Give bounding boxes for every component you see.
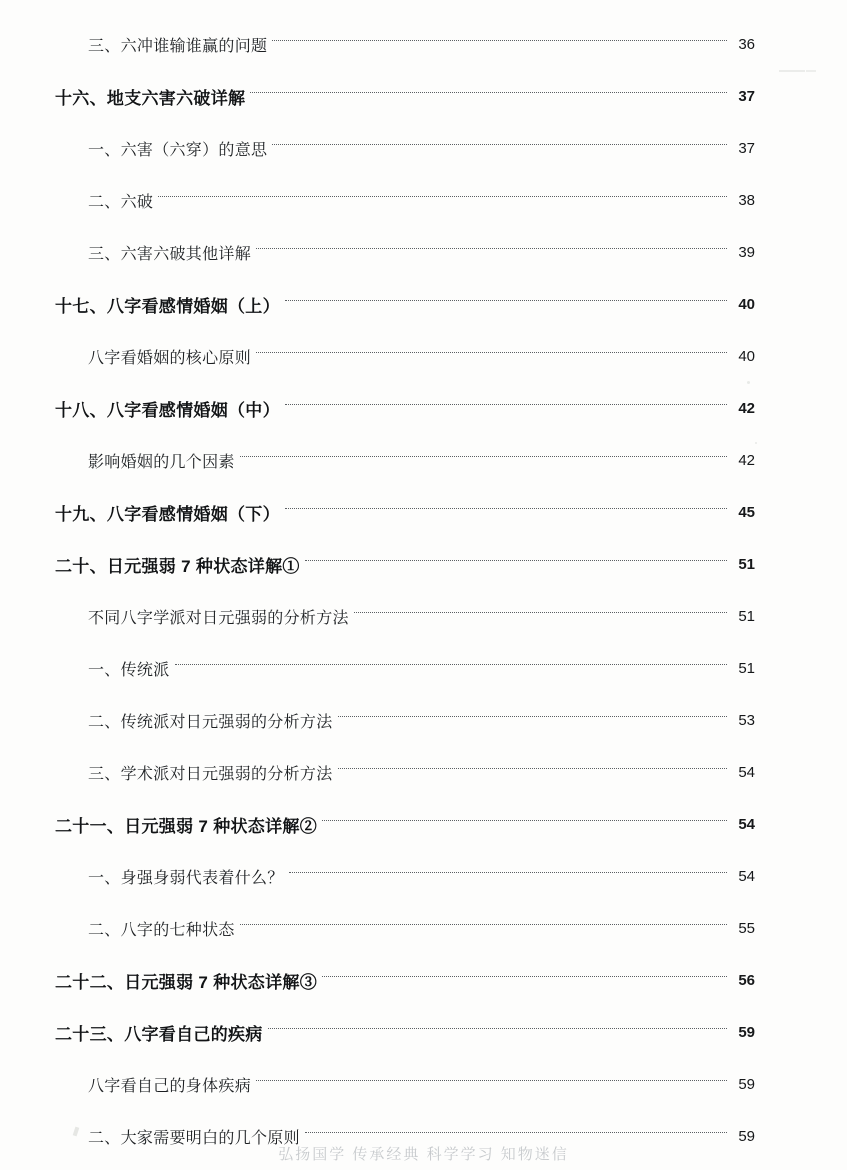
toc-leader-dots [240,455,727,457]
toc-entry[interactable] [0,278,847,330]
toc-entry[interactable] [0,1006,847,1058]
toc-entry[interactable] [0,538,847,590]
toc-leader-dots [289,871,727,873]
toc-entry-page-number: 38 [738,191,755,209]
toc-leader-dots [285,507,727,509]
toc-entry-title: 一、六害（六穿）的意思 [88,141,268,159]
toc-entry-title: 三、六害六破其他详解 [88,245,252,263]
toc-entry[interactable] [0,382,847,434]
page-footer: 弘扬国学 传承经典 科学学习 知物迷信 [278,1146,569,1163]
toc-entry-title: 十七、八字看感情婚姻（上） [55,296,280,316]
toc-entry-page-number: 59 [738,1023,755,1041]
toc-entry-title: 二十二、日元强弱 7 种状态详解③ [55,972,318,992]
toc-entry[interactable] [0,798,847,850]
toc-leader-dots [338,715,727,717]
toc-leader-dots [305,559,727,561]
toc-entry[interactable] [0,434,847,486]
toc-entry-title: 二、传统派对日元强弱的分析方法 [88,713,333,731]
toc-entry-page-number: 37 [738,87,755,105]
toc-leader-dots [158,195,727,197]
toc-entry[interactable] [0,174,847,226]
toc-entry-page-number: 37 [738,139,755,157]
toc-leader-dots [338,767,727,769]
toc-entry-page-number: 55 [738,919,755,937]
toc-entry[interactable] [0,486,847,538]
toc-leader-dots [285,299,727,301]
toc-entry-page-number: 40 [738,295,755,313]
toc-entry-title: 二十、日元强弱 7 种状态详解① [55,556,300,576]
toc-entry-title: 影响婚姻的几个因素 [88,453,235,471]
toc-entry[interactable] [0,902,847,954]
toc-entry-title: 不同八字学派对日元强弱的分析方法 [88,609,349,627]
toc-entry-page-number: 51 [738,659,755,677]
toc-entry-title: 十八、八字看感情婚姻（中） [55,400,280,420]
toc-entry-page-number: 53 [738,711,755,729]
toc-entry[interactable] [0,694,847,746]
toc-leader-dots [256,351,727,353]
toc-leader-dots [256,247,727,249]
toc-entry-title: 三、六冲谁输谁赢的问题 [88,37,268,55]
toc-entry[interactable] [0,642,847,694]
toc-entry-page-number: 54 [738,763,755,781]
toc-entry-page-number: 42 [738,451,755,469]
toc-leader-dots [268,1027,727,1029]
toc-entry-title: 二、六破 [88,193,154,211]
toc-entry-page-number: 59 [738,1075,755,1093]
toc-leader-dots [272,143,727,145]
toc-leader-dots [250,91,727,93]
toc-leader-dots [305,1131,727,1133]
toc-entry[interactable] [0,1058,847,1110]
toc-entry-page-number: 54 [738,867,755,885]
toc-leader-dots [240,923,727,925]
toc-entry-title: 二十三、八字看自己的疾病 [55,1024,263,1044]
toc-entry[interactable] [0,70,847,122]
toc-entry-page-number: 54 [738,815,755,833]
toc-entry-page-number: 51 [738,607,755,625]
toc-leader-dots [272,39,727,41]
toc-entry[interactable] [0,746,847,798]
toc-leader-dots [256,1079,727,1081]
toc-entry-page-number: 59 [738,1127,755,1145]
toc-entry-title: 二、八字的七种状态 [88,921,235,939]
toc-entry-page-number: 51 [738,555,755,573]
toc-entry-title: 八字看自己的身体疾病 [88,1077,252,1095]
toc-entry-page-number: 45 [738,503,755,521]
toc-entry[interactable] [0,18,847,70]
toc-entry-title: 十六、地支六害六破详解 [55,88,246,108]
toc-entry-title: 十九、八字看感情婚姻（下） [55,504,280,524]
toc-leader-dots [322,819,727,821]
toc-entry-page-number: 36 [738,35,755,53]
toc-leader-dots [322,975,727,977]
toc-entry-page-number: 40 [738,347,755,365]
toc-entry-title: 三、学术派对日元强弱的分析方法 [88,765,333,783]
toc-entry-title: 八字看婚姻的核心原则 [88,349,252,367]
toc-leader-dots [285,403,727,405]
toc-entry-page-number: 39 [738,243,755,261]
toc-entry[interactable] [0,226,847,278]
toc-entry-page-number: 42 [738,399,755,417]
toc-entry[interactable] [0,954,847,1006]
toc-entry-title: 一、身强身弱代表着什么？ [88,869,284,887]
toc-entry[interactable] [0,850,847,902]
toc-entry[interactable] [0,122,847,174]
toc-entry[interactable] [0,590,847,642]
toc-entry-title: 二、大家需要明白的几个原则 [88,1129,300,1147]
toc-entry-page-number: 56 [738,971,755,989]
toc-entry[interactable] [0,330,847,382]
toc-leader-dots [175,663,727,665]
toc-leader-dots [354,611,727,613]
toc-entry-title: 一、传统派 [88,661,170,679]
toc-entry-title: 二十一、日元强弱 7 种状态详解② [55,816,318,836]
